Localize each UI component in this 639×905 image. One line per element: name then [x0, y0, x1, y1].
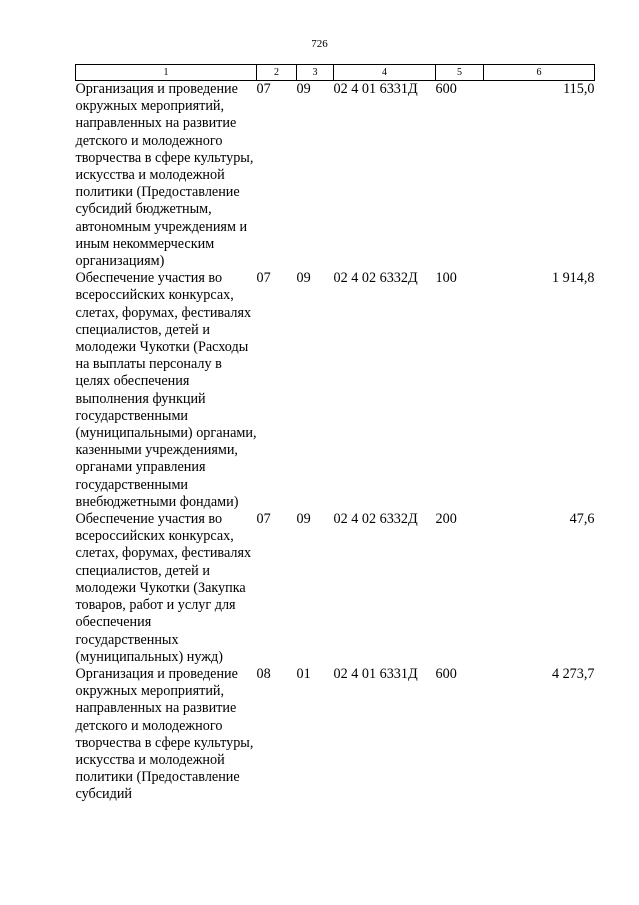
- row-subsection: 09: [296, 270, 311, 287]
- row-expense-type: 600: [435, 665, 457, 682]
- page-number: 726: [311, 38, 328, 50]
- row-expense-type: 100: [435, 270, 457, 287]
- row-section: 07: [256, 270, 271, 287]
- column-number-5: 5: [436, 65, 484, 81]
- column-number-6: 6: [484, 65, 595, 81]
- row-amount: 115,0: [563, 81, 595, 97]
- row-amount: 1 914,8: [551, 270, 595, 287]
- row-name: Организация и проведение окружных мероприятий, направленных на развитие детского и молодежного творчества в сфере культуры, искусства и молодежной политики (Предоставление субсидий бюджетным, автономным учреждениям и иным некоммерческим организациям): [75, 81, 254, 270]
- row-name: Организация и проведение окружных мероприятий, направленных на развитие детского и молодежного творчества в сфере культуры, искусства и молодежной политики (Предоставление субсидий: [75, 665, 254, 803]
- table-row: [76, 270, 595, 511]
- column-number-3: 3: [297, 65, 334, 81]
- row-name: Обеспечение участия во всероссийских конкурсах, слетах, форумах, фестивалях специалистов, детей и молодежи Чукотки (Закупка товаров, работ и услуг для обеспечения государственных (муниципальных) нужд): [75, 511, 252, 665]
- row-section: 07: [256, 511, 271, 528]
- row-target-article: 02 4 01 6331Д: [333, 665, 418, 682]
- row-section: 07: [256, 81, 271, 97]
- budget-table: [75, 64, 595, 804]
- row-name: Обеспечение участия во всероссийских конкурсах, слетах, форумах, фестивалях специалистов, детей и молодежи Чукотки (Расходы на выплаты персоналу в целях обеспечения выполнения функций государственными (муниципальными) органами, казенными учреждениями, органами управления государственными внебюджетными фондами): [75, 270, 257, 510]
- table-row: [76, 81, 595, 271]
- column-number-2: 2: [257, 65, 297, 81]
- row-target-article: 02 4 02 6332Д: [333, 511, 418, 528]
- column-number-4: 4: [334, 65, 436, 81]
- table-row: [76, 511, 595, 666]
- row-expense-type: 200: [435, 511, 457, 528]
- table-row: [76, 666, 595, 804]
- row-expense-type: 600: [435, 81, 457, 97]
- row-section: 08: [256, 665, 271, 682]
- column-number-header-row: [76, 65, 595, 81]
- row-subsection: 09: [296, 81, 311, 97]
- row-amount: 47,6: [569, 511, 595, 528]
- column-number-1: 1: [76, 65, 257, 81]
- row-target-article: 02 4 02 6332Д: [333, 270, 418, 287]
- row-amount: 4 273,7: [551, 665, 595, 682]
- row-target-article: 02 4 01 6331Д: [333, 81, 418, 97]
- row-subsection: 01: [296, 665, 311, 682]
- row-subsection: 09: [296, 511, 311, 528]
